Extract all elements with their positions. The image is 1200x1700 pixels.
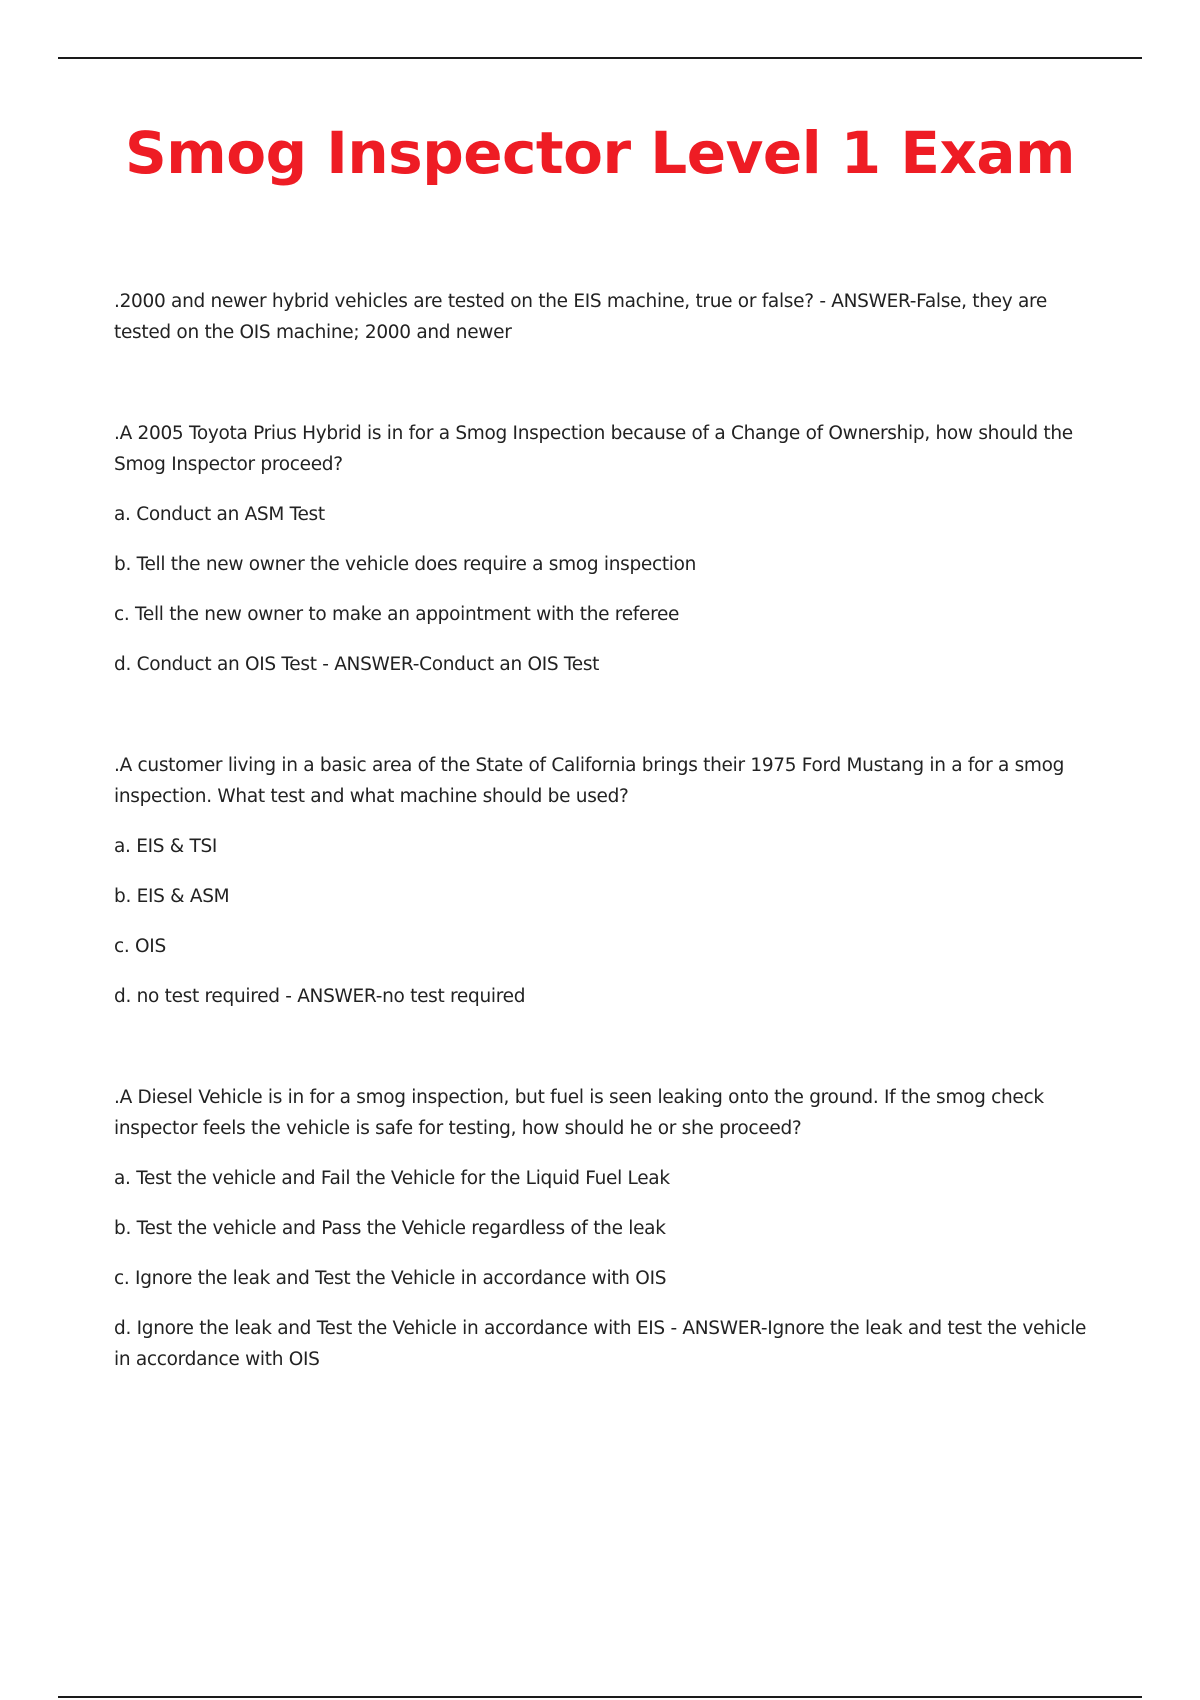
answer-option-c: c. Tell the new owner to make an appointment with the referee [114, 604, 680, 625]
bottom-rule [58, 1696, 1142, 1698]
question-text: .A Diesel Vehicle is in for a smog inspection, but fuel is seen leaking onto the ground. If the smog check inspector feels the vehicle is safe for testing, how should he or she proceed? [114, 1087, 1044, 1139]
question-block-3 [114, 750, 1106, 1012]
question-text: .A 2005 Toyota Prius Hybrid is in for a Smog Inspection because of a Change of Ownership, how should the Smog Inspector proceed? [114, 423, 1073, 475]
answer-option-b: b. Tell the new owner the vehicle does require a smog inspection [114, 554, 697, 575]
question-block-1 [114, 286, 1106, 348]
answer-option-c: c. Ignore the leak and Test the Vehicle in accordance with OIS [114, 1268, 667, 1289]
question-text: .2000 and newer hybrid vehicles are tested on the EIS machine, true or false? - ANSWER-False, they are tested on the OIS machine; 2000 and newer [114, 291, 1047, 343]
top-rule [58, 57, 1142, 59]
question-block-4 [114, 1082, 1106, 1375]
answer-option-d: d. Conduct an OIS Test - ANSWER-Conduct an OIS Test [114, 654, 600, 675]
answer-option-b: b. EIS & ASM [114, 886, 230, 907]
answer-option-a: a. EIS & TSI [114, 836, 218, 857]
page-title: Smog Inspector Level 1 Exam [125, 119, 1075, 187]
answer-option-a: a. Test the vehicle and Fail the Vehicle for the Liquid Fuel Leak [114, 1168, 670, 1189]
question-block-2 [114, 418, 1106, 680]
answer-option-b: b. Test the vehicle and Pass the Vehicle regardless of the leak [114, 1218, 666, 1239]
exam-content [114, 286, 1106, 1375]
answer-option-d: d. no test required - ANSWER-no test required [114, 986, 526, 1007]
answer-option-c: c. OIS [114, 936, 166, 957]
answer-option-d: d. Ignore the leak and Test the Vehicle in accordance with EIS - ANSWER-Ignore the leak and test the vehicle in accordance with OIS [114, 1318, 1087, 1370]
answer-option-a: a. Conduct an ASM Test [114, 504, 325, 525]
question-text: .A customer living in a basic area of the State of California brings their 1975 Ford Mustang in a for a smog inspection. What test and what machine should be used? [114, 755, 1065, 807]
